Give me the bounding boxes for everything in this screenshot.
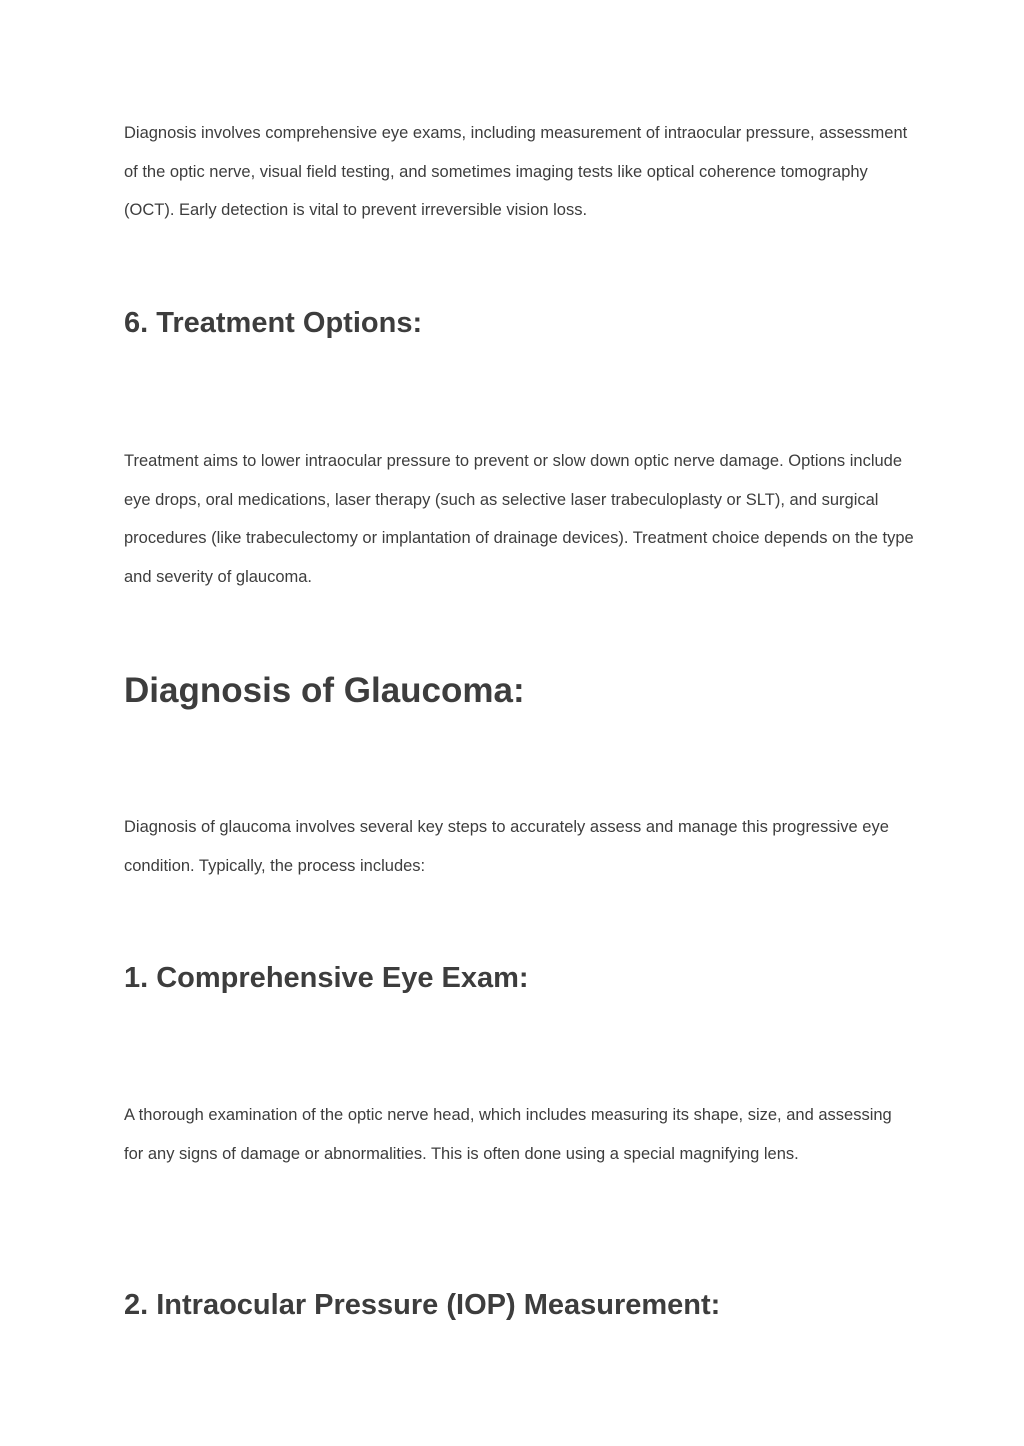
diagnosis-paragraph: Diagnosis of glaucoma involves several key steps to accurately assess and manage this progressive eye condition. Typically, the process includes: <box>124 818 889 875</box>
treatment-paragraph: Treatment aims to lower intraocular pressure to prevent or slow down optic nerve damage. Options include eye drops, oral medications, laser therapy (such as selective laser trabeculoplasty or SLT), and surgical procedures (like trabeculectomy or implantation of drainage devices). Treatment choice depends on the type and severity of glaucoma. <box>124 452 914 586</box>
diagnosis-of-glaucoma-heading: Diagnosis of Glaucoma: <box>124 671 525 710</box>
intro-paragraph: Diagnosis involves comprehensive eye exams, including measurement of intraocular pressure, assessment of the optic nerve, visual field testing, and sometimes imaging tests like optical coherence tomography (OCT). Early detection is vital to prevent irreversible vision loss. <box>124 124 908 219</box>
treatment-options-heading: 6. Treatment Options: <box>124 307 423 339</box>
iop-measurement-heading: 2. Intraocular Pressure (IOP) Measurement: <box>124 1289 721 1321</box>
eye-exam-paragraph: A thorough examination of the optic nerve head, which includes measuring its shape, size, and assessing for any signs of damage or abnormalities. This is often done using a special magnifying lens. <box>124 1106 892 1163</box>
comprehensive-eye-exam-heading: 1. Comprehensive Eye Exam: <box>124 962 529 994</box>
